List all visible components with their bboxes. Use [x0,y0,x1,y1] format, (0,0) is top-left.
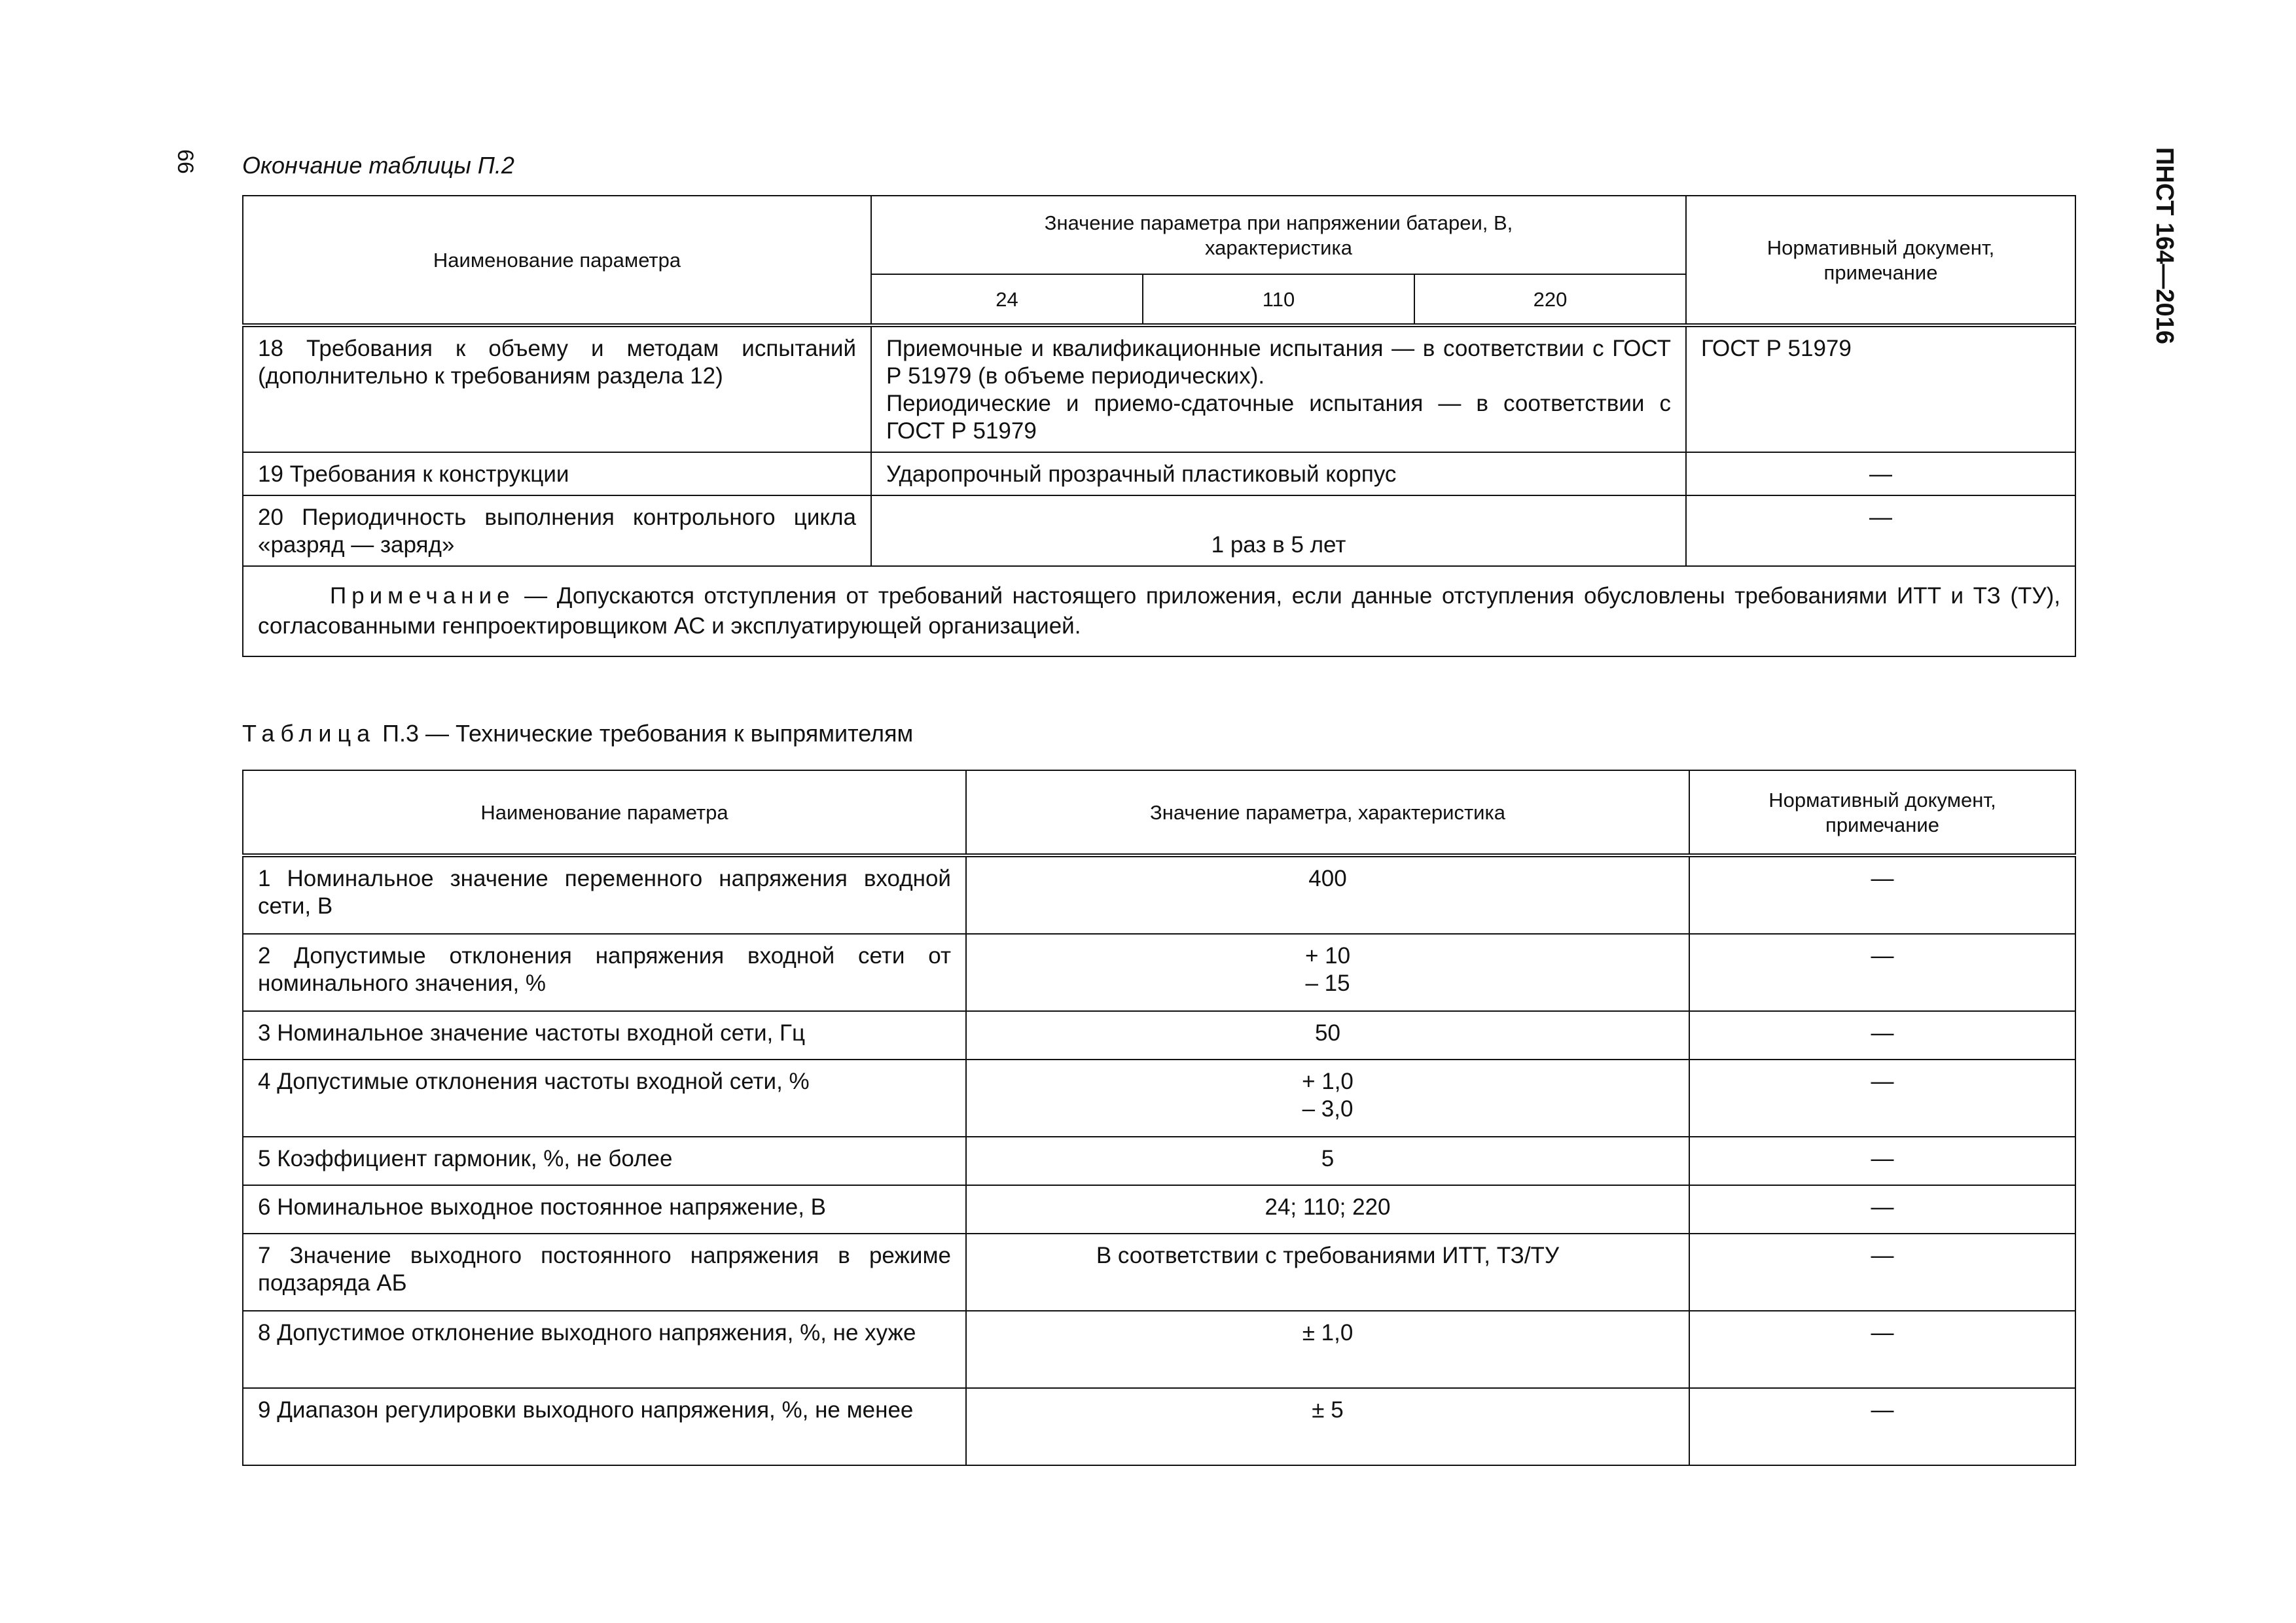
header-voltage-110: 110 [1143,274,1414,325]
table-row [243,1234,2075,1311]
table-p2-header-row [243,196,2075,274]
p3-row-value-line: 400 [1308,866,1347,891]
row-19-note: — [1686,452,2075,495]
p3-row-param: 2 Допустимые отклонения напряжения входной сети от номинального значения, % [243,934,966,1011]
p3-header-normdoc-line2: примечание [1825,813,1939,836]
table-row [243,1388,2075,1465]
p3-row-param: 1 Номинальное значение переменного напряжения входной сети, В [243,855,966,934]
p3-row-value-line: В соответствии с требованиями ИТТ, ТЗ/ТУ [1096,1243,1560,1268]
row-18-note: ГОСТ Р 51979 [1686,325,2075,452]
p3-row-value [966,1137,1689,1185]
p3-header-param-name: Наименование параметра [243,770,966,855]
table-row [243,452,2075,495]
header-param-name: Наименование параметра [243,196,871,325]
table-row [243,1311,2075,1388]
table-row [243,325,2075,452]
p3-header-normdoc-line1: Нормативный документ, [1768,789,1996,812]
p3-row-note: — [1689,1234,2075,1311]
p3-row-value [966,1011,1689,1060]
row-19-param: 19 Требования к конструкции [243,452,871,495]
p3-row-note: — [1689,1185,2075,1234]
table-p3-caption-rest: П.3 — Технические требования к выпрямителям [376,720,914,747]
p3-row-value [966,1060,1689,1137]
p3-row-value [966,1388,1689,1465]
p3-row-note: — [1689,855,2075,934]
header-value-line1: Значение параметра при напряжении батареи, В, [1044,211,1513,234]
table-p2-note-row [243,566,2075,656]
p3-row-value [966,1185,1689,1234]
p3-row-param: 8 Допустимое отклонение выходного напряжения, %, не хуже [243,1311,966,1388]
p3-row-param: 9 Диапазон регулировки выходного напряжения, %, не менее [243,1388,966,1465]
row-20-param: 20 Периодичность выполнения контрольного цикла «разряд — заряд» [243,495,871,566]
table-row [243,1185,2075,1234]
p3-row-value-line: 24; 110; 220 [1265,1194,1391,1220]
p3-header-normative-doc [1689,770,2075,855]
table-p3 [242,770,2076,1466]
table-p2-note [243,566,2075,656]
p3-row-value [966,855,1689,934]
p3-row-value-line: – 15 [1305,971,1350,996]
p3-row-note: — [1689,1011,2075,1060]
p3-row-param: 6 Номинальное выходное постоянное напряжение, В [243,1185,966,1234]
table-p2-caption: Окончание таблицы П.2 [242,152,514,179]
p3-row-param: 5 Коэффициент гармоник, %, не более [243,1137,966,1185]
row-18-value [871,325,1686,452]
header-normdoc-line1: Нормативный документ, [1767,236,1995,259]
header-value-line2: характеристика [1205,236,1352,259]
document-code: ПНСТ 164—2016 [2151,147,2178,344]
p3-row-value-line: + 1,0 [1302,1069,1354,1094]
p3-row-param: 4 Допустимые отклонения частоты входной сети, % [243,1060,966,1137]
p3-row-value [966,1311,1689,1388]
row-20-value: 1 раз в 5 лет [871,495,1686,566]
table-row [243,495,2075,566]
table-row [243,1137,2075,1185]
table-row [243,855,2075,934]
table-p3-header-row [243,770,2075,855]
table-p3-body [243,855,2075,1465]
header-normdoc-line2: примечание [1823,261,1938,284]
table-row [243,1011,2075,1060]
p3-row-note: — [1689,1311,2075,1388]
p3-row-note: — [1689,1388,2075,1465]
p3-row-note: — [1689,934,2075,1011]
p3-row-value-line: ± 1,0 [1302,1320,1354,1346]
row-18-value-line1: Приемочные и квалификационные испытания — в соответствии с ГОСТ Р 51979 (в объеме периодических). [886,336,1672,389]
header-voltage-220: 220 [1414,274,1686,325]
header-value [871,196,1686,274]
p3-row-value [966,934,1689,1011]
note-text: — Допускаются отступления от требований настоящего приложения, если данные отступления обусловлены требованиями ИТТ и ТЗ (ТУ), согласованными генпроектировщиком АС и эксплуатирующей организацией. [258,583,2061,639]
header-normative-doc [1686,196,2075,325]
row-20-note: — [1686,495,2075,566]
p3-row-value-line: 5 [1321,1146,1335,1171]
row-18-value-line2: Периодические и приемо-сдаточные испытания — в соответствии с ГОСТ Р 51979 [886,391,1672,444]
p3-row-value [966,1234,1689,1311]
table-p2 [242,195,2076,657]
p3-row-value-line: – 3,0 [1302,1096,1354,1122]
p3-row-param: 7 Значение выходного постоянного напряжения в режиме подзаряда АБ [243,1234,966,1311]
p3-row-note: — [1689,1137,2075,1185]
note-label: Примечание [330,583,515,609]
p3-row-value-line: ± 5 [1312,1397,1344,1423]
p3-row-value-line: 50 [1315,1020,1340,1046]
p3-row-note: — [1689,1060,2075,1137]
table-row [243,1060,2075,1137]
table-p3-caption-prefix: Таблица [242,720,376,747]
table-row [243,934,2075,1011]
row-19-value: Ударопрочный прозрачный пластиковый корпус [871,452,1686,495]
row-18-param: 18 Требования к объему и методам испытаний (дополнительно к требованиям раздела 12) [243,325,871,452]
header-voltage-24: 24 [871,274,1143,325]
p3-row-param: 3 Номинальное значение частоты входной сети, Гц [243,1011,966,1060]
p3-row-value-line: + 10 [1304,943,1351,969]
p3-header-value: Значение параметра, характеристика [966,770,1689,855]
table-p3-caption [242,720,913,747]
page-number: 66 [173,149,198,174]
